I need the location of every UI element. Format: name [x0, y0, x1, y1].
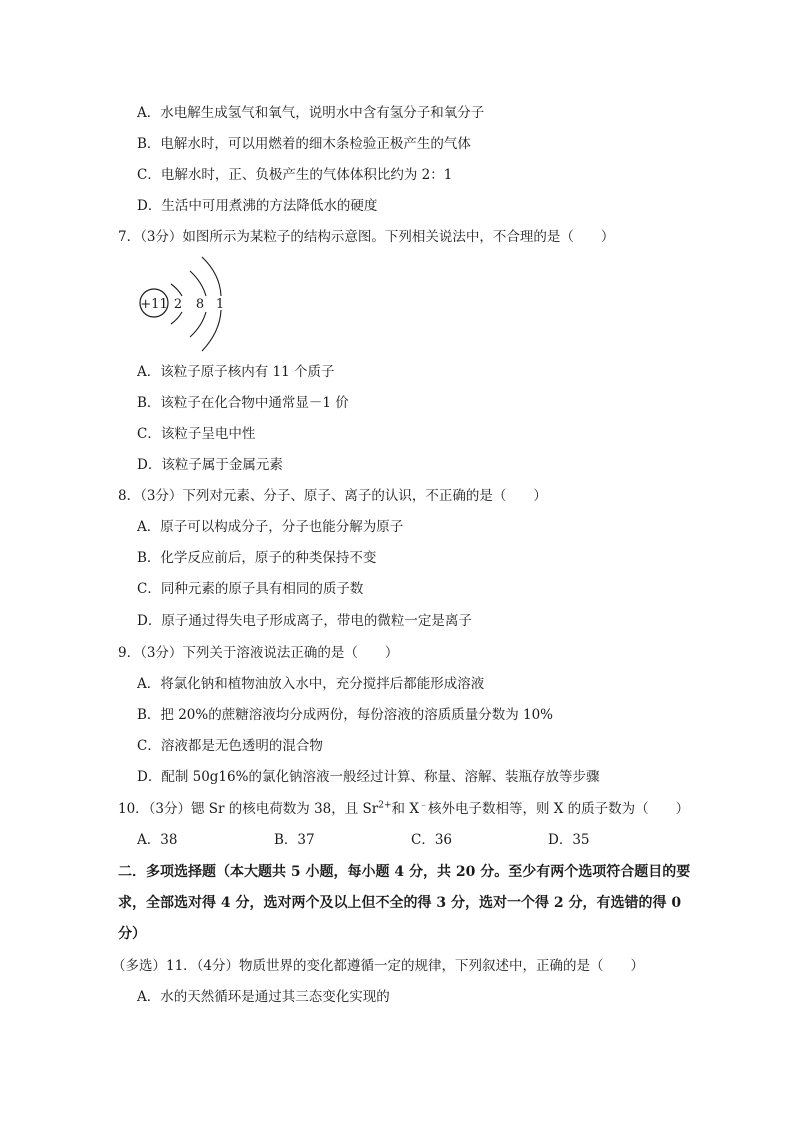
shell-3-arc-top: [202, 257, 221, 296]
q7-option-d: D．该粒子属于金属元素: [137, 457, 283, 473]
section2-heading-line2: 求，全部选对得 4 分，选对两个及以上但不全的得 3 分，选对一个得 2 分，有选错的得 0: [118, 895, 682, 911]
q10-superscript-x: ﹣: [418, 800, 428, 811]
shell-1-arc-top: [171, 284, 182, 296]
q10-option-b: B．37: [274, 832, 315, 848]
section2-heading-line3: 分）: [118, 926, 146, 942]
atom-structure-diagram: [134, 254, 244, 354]
section2-heading-line1: 二．多项选择题（本大题共 5 小题，每小题 4 分，共 20 分。至少有两个选项符合题目的要: [118, 864, 691, 880]
shell-2-arc-top: [190, 271, 206, 296]
q7-option-c: C．该粒子呈电中性: [137, 426, 256, 442]
q10-option-c: C．36: [411, 832, 453, 848]
q7-stem: 7．（3分）如图所示为某粒子的结构示意图。下列相关说法中，不合理的是（ ）: [118, 229, 615, 245]
shell-2-electrons: 8: [195, 297, 205, 312]
q10-stem-part3: 核外电子数相等，则 X 的质子数为（ ）: [427, 801, 690, 817]
shell-1-electrons: 2: [173, 297, 183, 312]
shell-2-arc-bottom: [190, 312, 206, 337]
q9-option-a: A．将氯化钠和植物油放入水中，充分搅拌后都能形成溶液: [137, 676, 485, 692]
q6-option-d: D．生活中可用煮沸的方法降低水的硬度: [137, 198, 378, 214]
q10-superscript-sr: 2+: [378, 800, 392, 811]
q10-option-d: D．35: [548, 832, 590, 848]
q9-option-c: C．溶液都是无色透明的混合物: [137, 738, 323, 754]
q6-option-a: A．水电解生成氢气和氧气，说明水中含有氢分子和氧分子: [137, 105, 485, 121]
q8-option-b: B．化学反应前后，原子的种类保持不变: [137, 550, 377, 566]
q11-option-a: A．水的天然循环是通过其三态变化实现的: [137, 989, 390, 1005]
q9-option-b: B．把 20%的蔗糖溶液均分成两份，每份溶液的溶质质量分数为 10%: [137, 707, 554, 723]
shell-3-electrons: 1: [215, 297, 225, 312]
q10-stem: [118, 799, 689, 819]
q11-stem: （多选）11．（4分）物质世界的变化都遵循一定的规律，下列叙述中，正确的是（ ）: [112, 958, 645, 974]
q9-stem: 9．（3分）下列关于溶液说法正确的是（ ）: [118, 645, 399, 661]
q10-stem-part1: 10．（3分）锶 Sr 的核电荷数为 38，且 Sr: [118, 801, 379, 817]
q8-option-a: A．原子可以构成分子，分子也能分解为原子: [137, 519, 404, 535]
nucleus-charge: +11: [140, 297, 168, 312]
q10-option-a: A．38: [137, 832, 178, 848]
shell-1-arc-bottom: [171, 312, 182, 324]
q7-option-a: A．该粒子原子核内有 11 个质子: [137, 364, 335, 380]
q7-option-b: B．该粒子在化合物中通常显－1 价: [137, 395, 349, 411]
q9-option-d: D．配制 50g16%的氯化钠溶液一般经过计算、称量、溶解、装瓶存放等步骤: [137, 769, 600, 785]
q6-option-c: C．电解水时，正、负极产生的气体体积比约为 2：1: [137, 167, 453, 183]
q8-option-d: D．原子通过得失电子形成离子，带电的微粒一定是离子: [137, 613, 472, 629]
q10-options-row: [137, 830, 685, 850]
q6-option-b: B．电解水时，可以用燃着的细木条检验正极产生的气体: [137, 136, 471, 152]
q8-stem: 8．（3分）下列对元素、分子、原子、离子的认识，不正确的是（ ）: [118, 488, 547, 504]
q8-option-c: C．同种元素的原子具有相同的质子数: [137, 581, 364, 597]
q10-stem-part2: 和 X: [391, 801, 419, 817]
